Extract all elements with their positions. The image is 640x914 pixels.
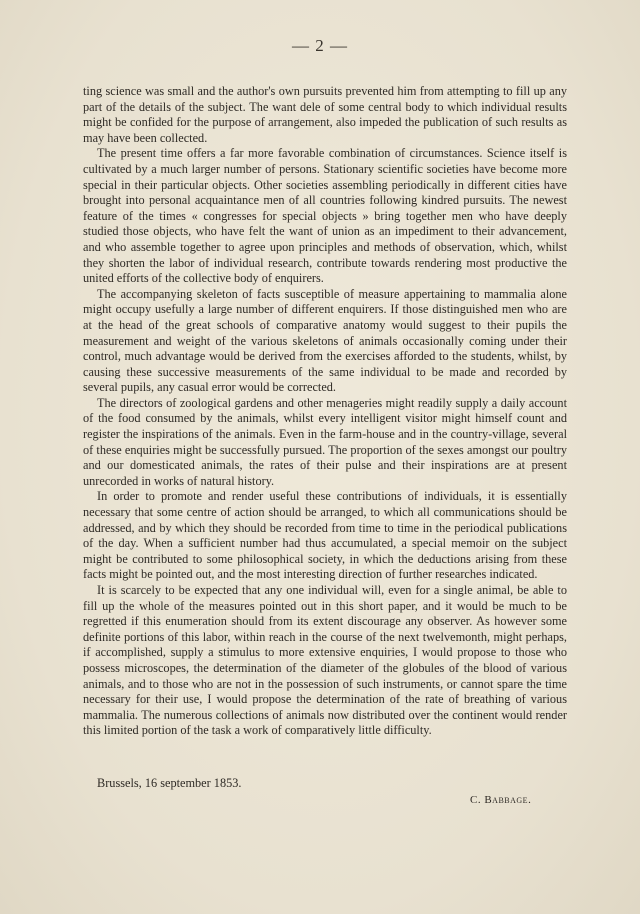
page-number: — 2 — (292, 36, 348, 55)
paragraph: The present time offers a far more favorable combination of circumstances. Science itself is cultivated by a much larger number of persons. Stationary scientific societies have become more special in their particular objects. Other societies assembling periodically in different cities have brought into personal acquaintance men of all countries following kindred pursuits. The newest feature of the times « congresses for special objects » bring together men who have deeply studied those objects, who have felt the want of union as an impediment to their advancement, and who assemble together to agree upon principles and methods of observation, which, whilst they shorten the labor of individual research, contribute towards rendering most productive the united efforts of the collective body of enquirers. (83, 146, 567, 286)
paragraph: In order to promote and render useful these contributions of individuals, it is essentially necessary that some centre of action should be arranged, to which all communications should be addressed, and by which they should be recorded from time to time in the periodical publications of the day. When a sufficient number had thus accumulated, a special memoir on the subject might be contributed to some philosophical society, in which the deductions arising from these facts might be pointed out, and the most interesting direction of further researches indicated. (83, 489, 567, 582)
dateline: Brussels, 16 september 1853. (97, 776, 242, 790)
author-signature: C. Babbage. (470, 794, 532, 806)
body-text (83, 84, 567, 739)
paragraph: The accompanying skeleton of facts susceptible of measure appertaining to mammalia alone might occupy usefully a large number of different enquirers. If those distinguished men who are at the head of the great schools of comparative anatomy would suggest to their pupils the measurement and weight of the various skeletons of animals occasionally coming under their control, much advantage would be derived from the exercises afforded to the students, whilst, by causing these successive measurements of the same individual to be made and recorded by several pupils, any casual error would be corrected. (83, 286, 567, 395)
paragraph: ting science was small and the author's own pursuits prevented him from attempting to fill up any part of the details of the subject. The want dele of some central body to which individual results might be confided for the purpose of arrangement, also impeded the publication of such results as may have been collected. (83, 84, 567, 145)
paragraph: It is scarcely to be expected that any one individual will, even for a single animal, be able to fill up the whole of the measures pointed out in this short paper, and it would be much to be regretted if this enumeration should from its extent discourage any observer. As however some definite portions of this labor, within reach in the course of the next twelvemonth, might perhaps, if accomplished, supply a stimulus to more extensive enquiries, I would propose to those who possess microscopes, the determination of the diameter of the globules of the blood of various animals, and to those who are not in the possession of such instruments, or cannot spare the time necessary for their use, I would propose the determination of the rate of breathing of various mammalia. The numerous collections of animals now distributed over the continent would render this limited portion of the task a work of comparatively little difficulty. (83, 583, 567, 738)
paragraph: The directors of zoological gardens and other menageries might readily supply a daily account of the food consumed by the animals, whilst every intelligent visitor might himself count and register the inspirations of the animals. Even in the farm-house and in the country-village, several of these enquiries might be successfully pursued. The proportion of the sexes amongst our poultry and our domesticated animals, the rates of their pulse and their inspirations are at present unrecorded in works of natural history. (83, 395, 567, 488)
